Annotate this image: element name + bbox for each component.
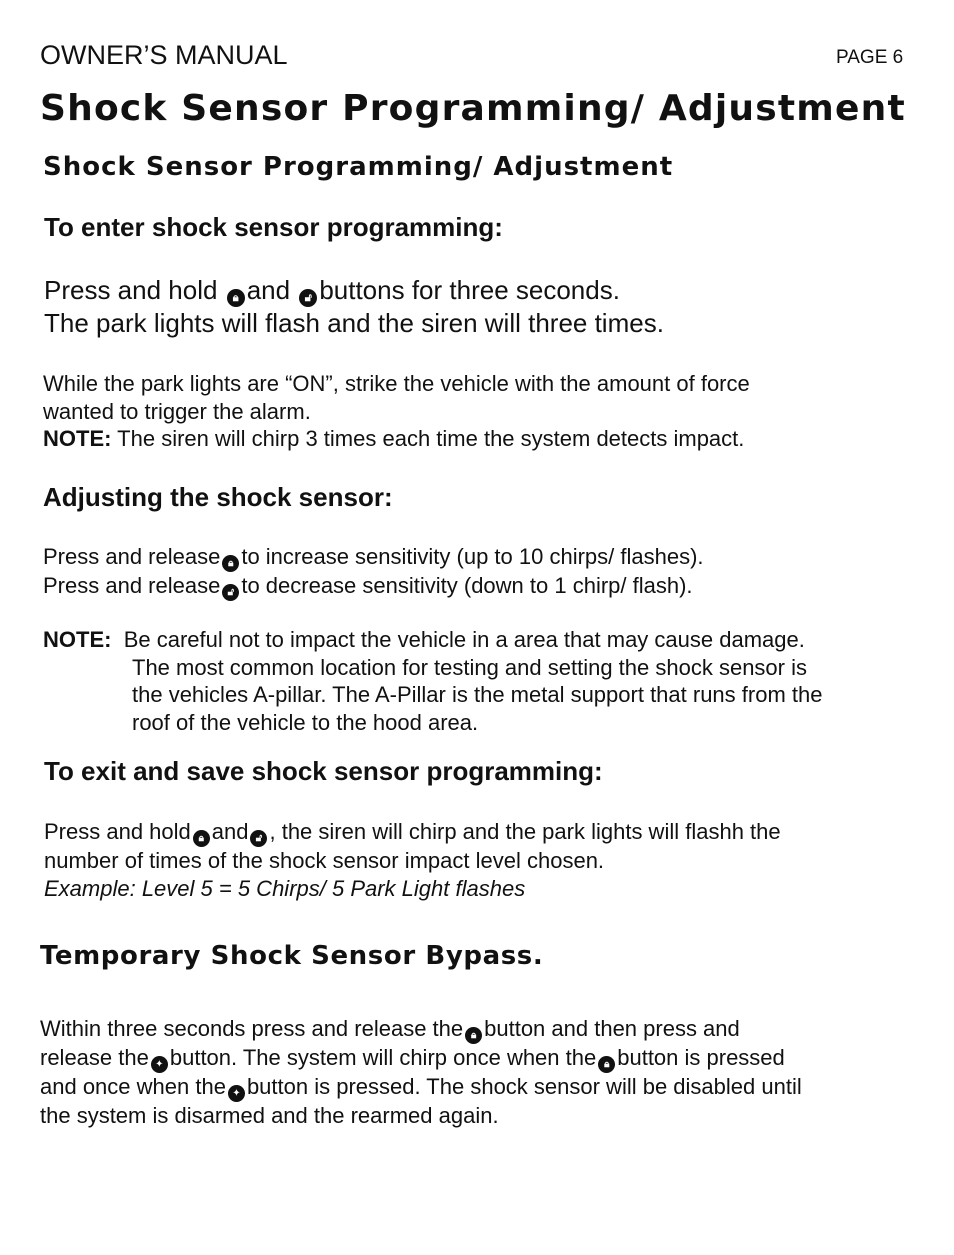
section-subtitle: Shock Sensor Programming/ Adjustment bbox=[43, 152, 674, 182]
bypass-heading: Temporary Shock Sensor Bypass. bbox=[40, 941, 544, 971]
star-icon: ✦ bbox=[151, 1056, 168, 1073]
enter-heading: To enter shock sensor programming: bbox=[44, 212, 503, 242]
page-title: Shock Sensor Programming/ Adjustment bbox=[40, 88, 906, 129]
strike-paragraph: While the park lights are “ON”, strike the vehicle with the amount of force wanted to trigger the alarm. NOTE: The siren will chirp 3 times each time the system detects impact. bbox=[43, 371, 750, 451]
lock-icon: 🔒︎ bbox=[222, 555, 239, 572]
unlock-icon: 🔓︎ bbox=[299, 289, 317, 307]
increase-line: Press and release 🔒︎ to increase sensitivity (up to 10 chirps/ flashes). bbox=[43, 543, 704, 572]
lock-icon: 🔒︎ bbox=[465, 1027, 482, 1044]
manual-header: OWNER’S MANUAL bbox=[40, 40, 288, 70]
bypass-instructions: Within three seconds press and release the 🔒︎ button and then press and release the ✦ button. The system will chirp once when the 🔒︎ button is pressed and once when the ✦ button is pressed. The shock sensor will be disabled until the system is disarmed and the rearmed again. bbox=[40, 1016, 802, 1128]
decrease-line: Press and release 🔓︎ to decrease sensitivity (down to 1 chirp/ flash). bbox=[43, 572, 704, 601]
exit-heading: To exit and save shock sensor programming: bbox=[44, 756, 603, 786]
lock-icon: 🔒︎ bbox=[227, 289, 245, 307]
lock-icon: 🔒︎ bbox=[193, 830, 210, 847]
unlock-icon: 🔓︎ bbox=[250, 830, 267, 847]
adjust-instructions bbox=[43, 543, 704, 601]
lock-icon: 🔒︎ bbox=[598, 1056, 615, 1073]
enter-line-1: Press and hold 🔒︎ and 🔓︎ buttons for three seconds. bbox=[44, 275, 620, 305]
enter-instructions bbox=[44, 274, 664, 339]
enter-line-2: The park lights will flash and the siren will three times. bbox=[44, 308, 664, 338]
unlock-icon: 🔓︎ bbox=[222, 584, 239, 601]
strike-note: NOTE: The siren will chirp 3 times each time the system detects impact. bbox=[43, 426, 745, 451]
adjust-heading: Adjusting the shock sensor: bbox=[43, 482, 393, 512]
note-label: NOTE: bbox=[43, 426, 112, 451]
adjust-note: NOTE: Be careful not to impact the vehicle in a area that may cause damage. The most common location for testing and setting the shock sensor is the vehicles A-pillar. The A-Pillar is the metal support that runs from the roof of the vehicle to the hood area. bbox=[43, 627, 823, 735]
note-label: NOTE: bbox=[43, 627, 112, 652]
page-number: PAGE 6 bbox=[836, 47, 904, 68]
star-icon: ✦ bbox=[228, 1085, 245, 1102]
example-text: Example: Level 5 = 5 Chirps/ 5 Park Light flashes bbox=[44, 875, 526, 901]
exit-instructions: Press and hold 🔒︎ and 🔓︎ , the siren will chirp and the park lights will flashh the number of times of the shock sensor impact level chosen. Example: Level 5 = 5 Chirps/ 5 Park Light flashes bbox=[44, 819, 781, 901]
